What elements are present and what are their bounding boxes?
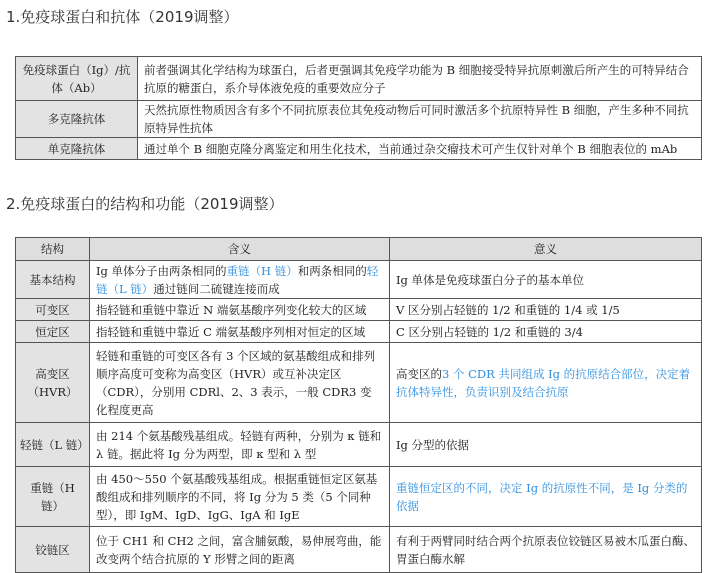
header-structure: 结构 xyxy=(16,238,90,261)
meaning-text-segment: 和两条相同的 xyxy=(297,263,367,278)
row-meaning xyxy=(90,423,390,467)
table-row xyxy=(16,138,702,160)
table-row xyxy=(16,101,702,138)
header-meaning: 含义 xyxy=(90,238,390,261)
row-significance xyxy=(390,467,702,527)
row-content: 通过单个 B 细胞克隆分离鉴定和用生化技术，当前通过杂交瘤技术可产生仅针对单个 B 细胞表位的 mAb xyxy=(138,138,702,160)
row-label: 多克隆抗体 xyxy=(16,101,138,138)
row-meaning xyxy=(90,527,390,573)
row-meaning xyxy=(90,321,390,343)
row-label: 基本结构 xyxy=(16,261,90,299)
significance-text-segment: 3 个 CDR 共同组成 Ig 的抗原结合部位，决定着抗体特异性，负责识别及结合抗原 xyxy=(396,366,691,399)
row-meaning xyxy=(90,343,390,423)
row-label: 恒定区 xyxy=(16,321,90,343)
table-row xyxy=(16,261,702,299)
row-significance xyxy=(390,343,702,423)
table-row xyxy=(16,57,702,101)
row-significance xyxy=(390,261,702,299)
table-row xyxy=(16,527,702,573)
table-row xyxy=(16,423,702,467)
significance-text-segment: Ig 分型的依据 xyxy=(396,437,470,452)
table-row xyxy=(16,467,702,527)
header-significance: 意义 xyxy=(390,238,702,261)
row-significance xyxy=(390,299,702,321)
meaning-text-segment: 由 450～550 个氨基酸残基组成。根据重链恒定区氨基酸组成和排列顺序的不同，将 Ig 分为 5 类（5 个同种型），即 IgM、IgD、IgG、IgA 和 IgE xyxy=(96,471,378,522)
meaning-text-segment: 重链（H 链） xyxy=(226,263,298,278)
meaning-text-segment: 通过链间二硫键连接而成 xyxy=(153,281,280,296)
significance-text-segment: 高变区的 xyxy=(396,366,442,381)
row-label: 单克隆抗体 xyxy=(16,138,138,160)
meaning-text-segment: 轻链（L 链） xyxy=(96,263,379,296)
row-content: 天然抗原性物质因含有多个不同抗原表位其免疫动物后可同时激活多个抗原特异性 B 细胞，产生多种不同抗原特异性抗体 xyxy=(138,101,702,138)
meaning-text-segment: 轻链和重链的可变区各有 3 个区域的氨基酸组成和排列顺序高度可变称为高变区（HVR）或互补决定区（CDR），分别用 CDRl、2、3 表示，一般 CDR3 变化程度更高 xyxy=(96,348,376,417)
row-label: 轻链（L 链） xyxy=(16,423,90,467)
immunoglobulin-structure-table xyxy=(15,237,702,573)
significance-text-segment: V 区分别占轻链的 1/2 和重链的 1/4 或 1/5 xyxy=(396,302,620,317)
meaning-text-segment: 位于 CH1 和 CH2 之间，富含脯氨酸，易伸展弯曲，能改变两个结合抗原的 Y 形臂之间的距离 xyxy=(96,533,382,566)
row-label: 铰链区 xyxy=(16,527,90,573)
row-label: 高变区（HVR） xyxy=(16,343,90,423)
section1-title: 1.免疫球蛋白和抗体（2019调整） xyxy=(6,8,239,26)
row-meaning xyxy=(90,261,390,299)
row-content: 前者强调其化学结构为球蛋白，后者更强调其免疫学功能为 B 细胞接受特异抗原刺激后所产生的可特异结合抗原的糖蛋白，系介导体液免疫的重要效应分子 xyxy=(138,57,702,101)
table-row xyxy=(16,321,702,343)
row-label: 免疫球蛋白（Ig）/抗体（Ab） xyxy=(16,57,138,101)
section2-title: 2.免疫球蛋白的结构和功能（2019调整） xyxy=(6,195,284,213)
row-significance xyxy=(390,321,702,343)
row-significance xyxy=(390,423,702,467)
meaning-text-segment: 由 214 个氨基酸残基组成。轻链有两种，分别为 κ 链和 λ 链。据此将 Ig 分为两型，即 κ 型和 λ 型 xyxy=(96,428,382,461)
meaning-text-segment: Ig 单体分子由两条相同的 xyxy=(96,263,227,278)
table-row xyxy=(16,343,702,423)
significance-text-segment: Ig 单体是免疫球蛋白分子的基本单位 xyxy=(396,272,585,287)
meaning-text-segment: 指轻链和重链中靠近 N 端氨基酸序列变化较大的区域 xyxy=(96,302,367,317)
row-label: 可变区 xyxy=(16,299,90,321)
significance-text-segment: 有利于两臂同时结合两个抗原表位铰链区易被木瓜蛋白酶、胃蛋白酶水解 xyxy=(396,533,695,566)
significance-text-segment: C 区分别占轻链的 1/2 和重链的 3/4 xyxy=(396,324,583,339)
row-significance xyxy=(390,527,702,573)
significance-text-segment: 重链恒定区的不同，决定 Ig 的抗原性不同，是 Ig 分类的依据 xyxy=(396,480,688,513)
row-label: 重链（H 链） xyxy=(16,467,90,527)
table-header-row xyxy=(16,238,702,261)
antibody-definition-table xyxy=(15,56,702,160)
meaning-text-segment: 指轻链和重链中靠近 C 端氨基酸序列相对恒定的区域 xyxy=(96,324,366,339)
row-meaning xyxy=(90,299,390,321)
table-row xyxy=(16,299,702,321)
row-meaning xyxy=(90,467,390,527)
